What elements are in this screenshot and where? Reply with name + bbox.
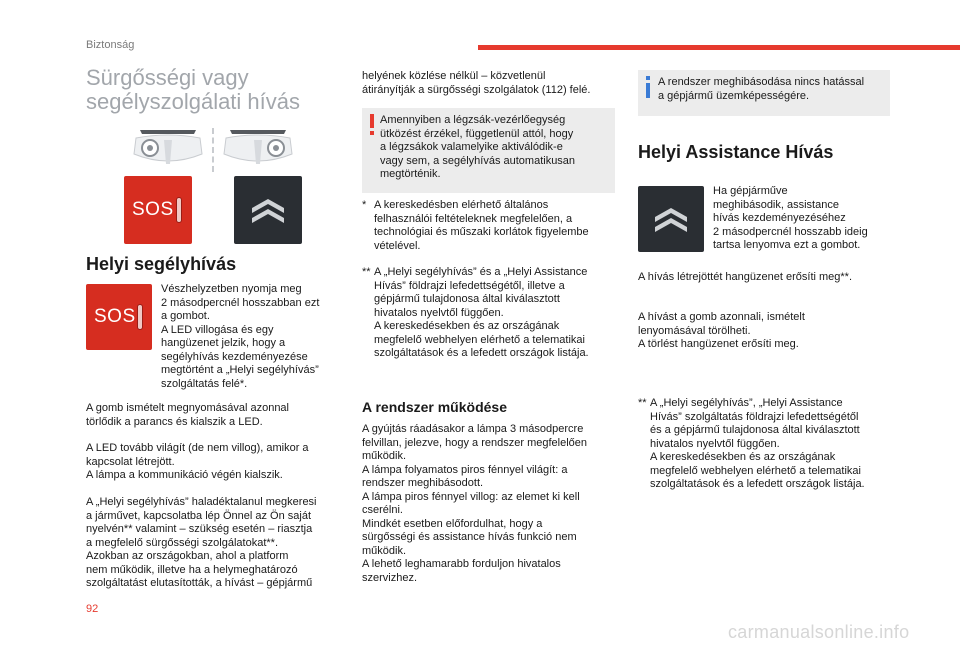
sos-label-small: SOS xyxy=(94,306,136,327)
continuation-paragraph: helyének közlése nélkül – közvetlenül átirányítják a sürgősségi szolgálatok (112) felé. xyxy=(362,70,591,96)
footnote-marker: ** xyxy=(638,397,647,409)
sos-button-knob-small xyxy=(137,304,143,330)
helyi-segelyhivas-p2: A LED tovább világít (de nem villog), amikor a kapcsolat létrejött. A lámpa a kommunikáció végén kialszik. xyxy=(86,442,309,481)
footnote-text: A kereskedésben elérhető általános felhasználói feltételeknek megfelelően, a technológiai és műszaki korlátok figyelembe vételével. xyxy=(374,199,589,252)
sos-button-illustration xyxy=(124,176,192,244)
double-chevron-logo-icon xyxy=(651,199,691,239)
rendszer-mukodese-text: A gyújtás ráadásakor a lámpa 3 másodpercre felvillan, jelezve, hogy a rendszer megfelelően működik. A lámpa folyamatos piros fénnyel világít: a rendszer meghibásodott. A lámpa piros fénnyel villog: az elemet ki kell cserélni. Mindkét esetben előfordulhat, hogy a sürgősségi és assistance hívás funkció nem működik. A lehető leghamarabb forduljon hivatalos szervizhez. xyxy=(362,423,588,584)
info-box xyxy=(638,70,890,116)
helyi-segelyhivas-intro: Vészhelyzetben nyomja meg 2 másodpercnél hosszabban ezt a gombot. A LED villogása és egy hangüzenet jelzik, hogy a segélyhívás kezdeményezése megtörtént a „Helyi segélyhívás” szolgáltatás felé*. xyxy=(161,283,320,390)
sos-button-knob xyxy=(176,197,182,223)
heading-helyi-segelyhivas: Helyi segélyhívás xyxy=(86,254,237,274)
assistance-p1: A hívás létrejöttét hangüzenet erősíti meg**. xyxy=(638,271,853,283)
exclamation-warning-icon xyxy=(369,114,375,136)
helyi-segelyhivas-p1: A gomb ismételt megnyomásával azonnal törlődik a parancs és kialszik a LED. xyxy=(86,402,289,428)
sos-label: SOS xyxy=(132,199,174,220)
heading-helyi-assistance-hivas: Helyi Assistance Hívás xyxy=(638,142,834,162)
page-title: Sürgősségi vagy segélyszolgálati hívás xyxy=(86,65,301,114)
info-text: A rendszer meghibásodása nincs hatással a gépjármű üzemképességére. xyxy=(658,76,865,102)
overhead-console-assistance-illustration xyxy=(220,124,296,172)
warning-box xyxy=(362,108,615,193)
footnote-text: A „Helyi segélyhívás” és a „Helyi Assistance Hívás” földrajzi lefedettségétől, illetve a gépjármű tulajdonosa által kiválasztott hivatalos nyelvtől függően. A kereskedésekben és az országának megfelelő webhelyen elérhető a telematikai szolgáltatások és a lefedett országok listája. xyxy=(374,266,589,359)
heading-rendszer-mukodese: A rendszer működése xyxy=(362,399,507,415)
sos-button-small-illustration xyxy=(86,284,152,350)
page-number: 92 xyxy=(86,603,99,615)
footnote-text: A „Helyi segélyhívás”, „Helyi Assistance Hívás” szolgáltatás földrajzi lefedettségétől és a gépjármű tulajdonosa által kiválasztott hivatalos nyelvtől függően. A kereskedésekben és az országának megfelelő webhelyen elérhető a telematikai szolgáltatások és a lefedett országok listája. xyxy=(650,397,865,490)
illustration-divider xyxy=(212,128,214,172)
helyi-segelyhivas-p3: A „Helyi segélyhívás” haladéktalanul megkeresi a járművet, kapcsolatba lép Önnel az Ön saját nyelvén** valamint – szükség esetén – riasztja a megfelelő sürgősségi szolgálatokat**. Azokban az országokban, ahol a platform nem működik, illetve ha a helymeghatározó szolgáltatást elutasították, a hívást – gépjármű xyxy=(86,496,317,589)
header-accent-bar xyxy=(478,45,960,50)
footnote-double-star xyxy=(362,266,624,359)
section-label: Biztonság xyxy=(86,39,135,51)
info-icon xyxy=(645,76,651,98)
footnote-marker: ** xyxy=(362,266,371,278)
footnote-double-star-right xyxy=(638,397,900,490)
watermark: carmanualsonline.info xyxy=(728,622,910,642)
assistance-p2: A hívást a gomb azonnali, ismételt lenyomásával törölheti. A törlést hangüzenet erősíti meg. xyxy=(638,311,805,350)
double-chevron-logo-icon xyxy=(248,190,288,230)
assistance-button-illustration xyxy=(234,176,302,244)
overhead-console-sos-illustration xyxy=(130,124,206,172)
assistance-intro: Ha gépjárműve meghibásodik, assistance hívás kezdeményezéséhez 2 másodpercnél hosszabb ideig tartsa lenyomva ezt a gombot. xyxy=(713,185,868,251)
footnote-single-star xyxy=(362,199,624,252)
warning-text: Amennyiben a légzsák-vezérlőegység ütközést érzékel, függetlenül attól, hogy a légzsákok valamelyike aktiválódik-e vagy sem, a segélyhívás automatikusan megtörténik. xyxy=(380,114,576,180)
footnote-marker: * xyxy=(362,199,367,211)
assistance-button-small-illustration xyxy=(638,186,704,252)
